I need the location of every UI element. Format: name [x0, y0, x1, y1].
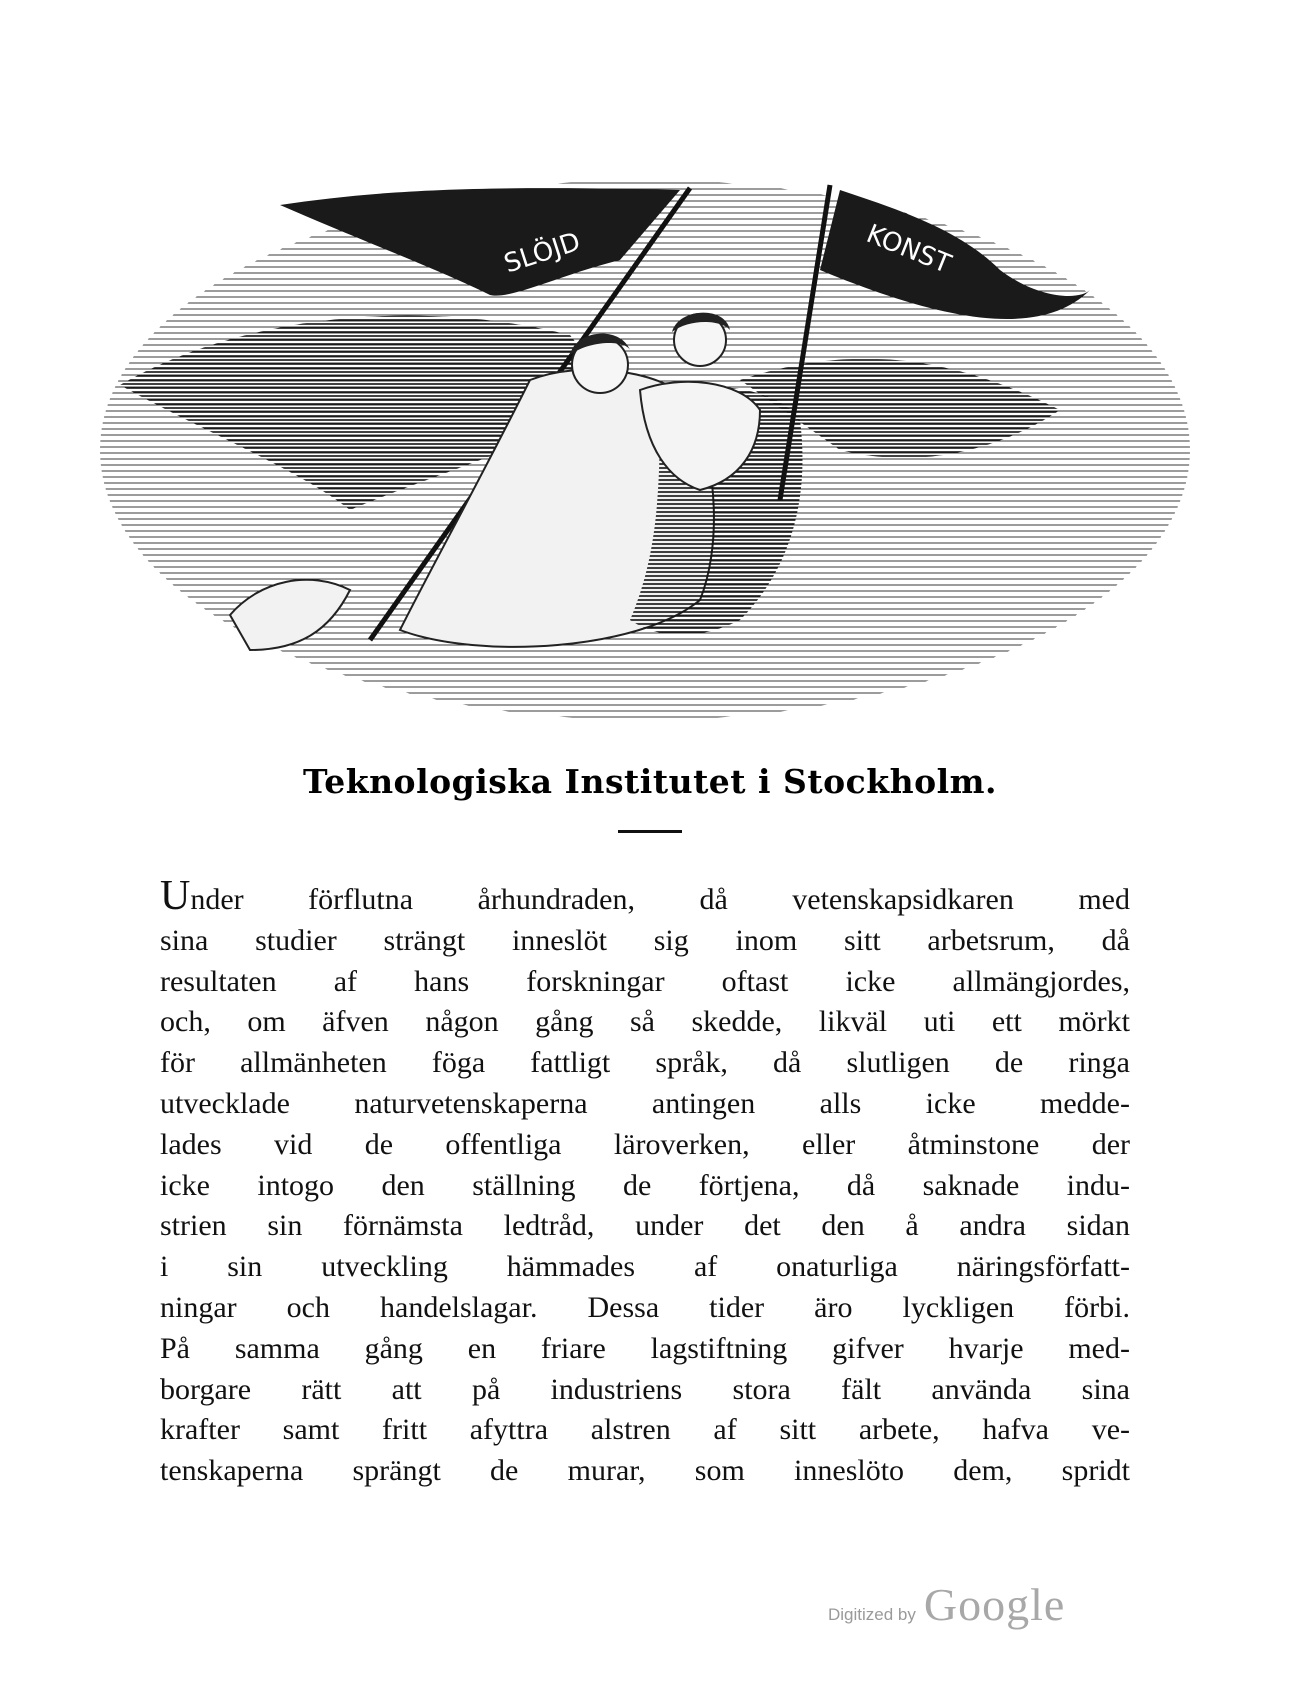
text-line: utvecklade naturvetenskaperna antingen alls icke medde-: [160, 1086, 1130, 1120]
digitized-watermark: [828, 1578, 1065, 1638]
text-line: tenskaperna sprängt de murar, som inneslöto dem, spridt: [160, 1454, 1130, 1488]
digitized-label: Digitized by: [828, 1605, 916, 1624]
text-line: På samma gång en friare lagstiftning gifver hvarje med-: [160, 1331, 1130, 1365]
text-line: [160, 873, 1130, 921]
text-line: lades vid de offentliga läroverken, eller åtminstone der: [160, 1127, 1130, 1161]
body-text: [160, 873, 1130, 1492]
text-line: icke intogo den ställning de förtjena, då saknade indu-: [160, 1168, 1130, 1202]
banner-left-text: SLÖJD: [500, 226, 585, 280]
text-line: krafter samt fritt afyttra alstren af sitt arbete, hafva ve-: [160, 1413, 1130, 1447]
title-divider: [618, 830, 682, 833]
engraving-illustration: [100, 150, 1190, 750]
text-line: i sin utveckling hämmades af onaturliga näringsförfatt-: [160, 1250, 1130, 1284]
text-line: och, om äfven någon gång så skedde, likväl uti ett mörkt: [160, 1005, 1130, 1039]
banner-right-text: KONST: [862, 219, 955, 280]
text-line: borgare rätt att på industriens stora fält använda sina: [160, 1372, 1130, 1406]
google-logo: Google: [923, 1579, 1066, 1630]
page-title: Teknologiska Institutet i Stockholm.: [302, 762, 998, 801]
text-line: sina studier strängt inneslöt sig inom sitt arbetsrum, då: [160, 923, 1130, 957]
first-line-text: nder förflutna århundraden, då vetenskapsidkaren med: [190, 883, 1130, 916]
drop-cap: U: [160, 873, 191, 919]
text-line: strien sin förnämsta ledtråd, under det den å andra sidan: [160, 1209, 1130, 1243]
text-line: resultaten af hans forskningar oftast icke allmängjordes,: [160, 964, 1130, 998]
text-line: ningar och handelslagar. Dessa tider äro lyckligen förbi.: [160, 1290, 1130, 1324]
text-line: för allmänheten föga fattligt språk, då slutligen de ringa: [160, 1046, 1130, 1080]
